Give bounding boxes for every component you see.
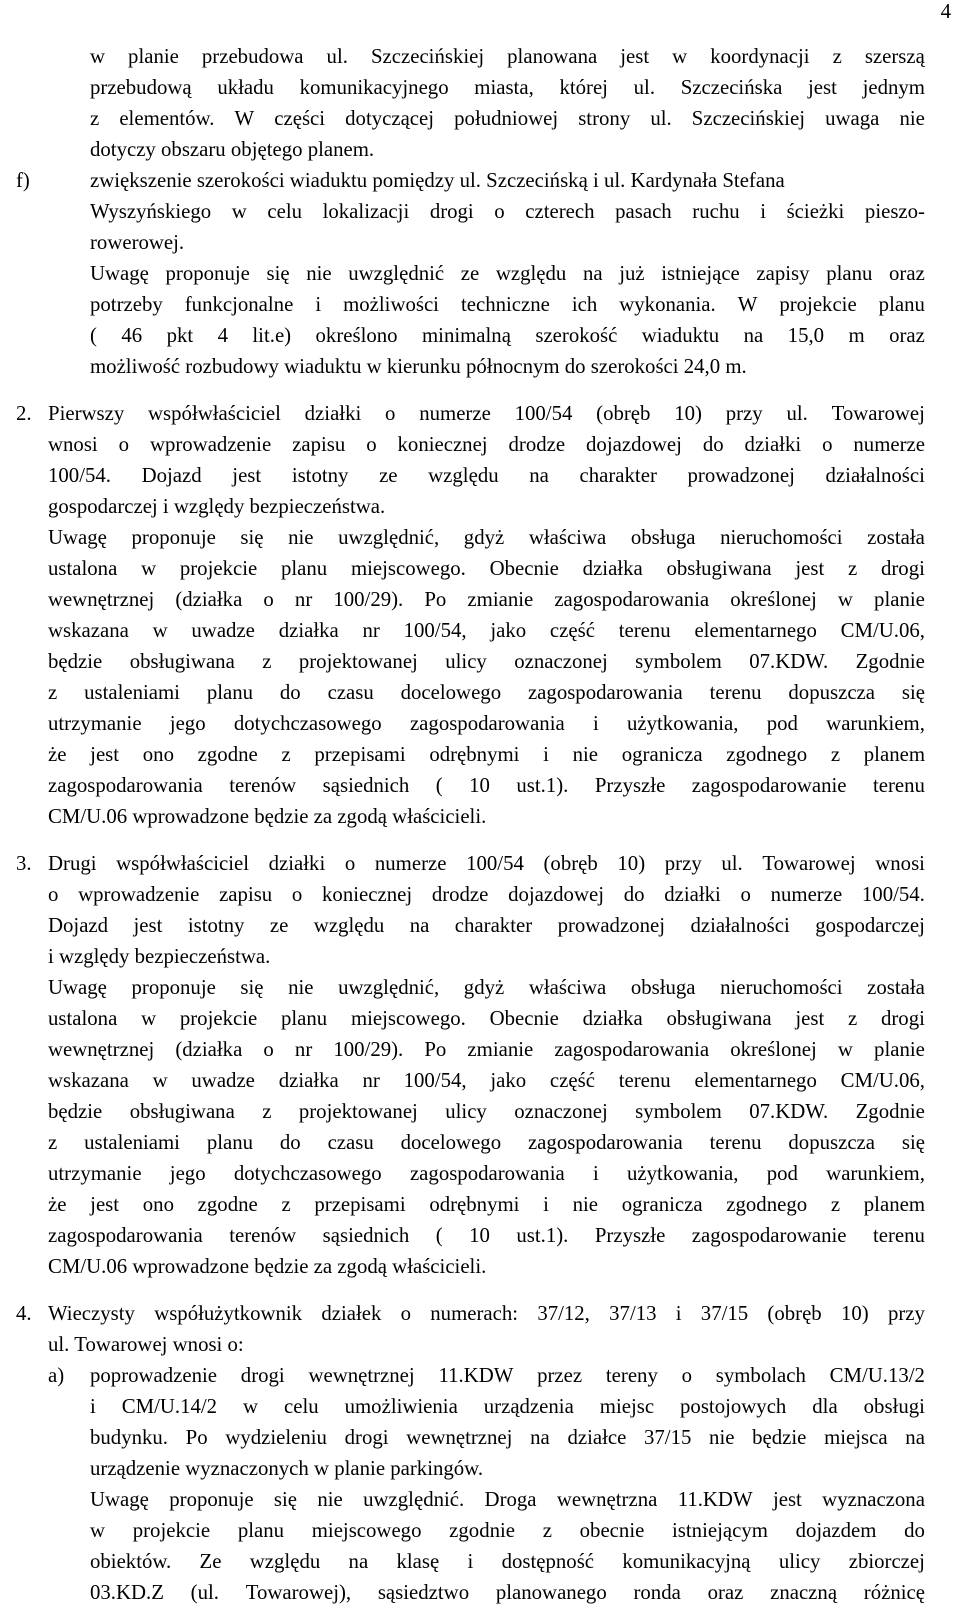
- text-line: wskazana w uwadze działka nr 100/54, jako część terenu elementarnego CM/U.06,: [48, 1069, 925, 1092]
- text-line: Uwagę proponuje się nie uwzględnić ze względu na już istniejące zapisy planu oraz: [90, 262, 925, 285]
- text-line: w projekcie planu miejscowego zgodnie z obecnie istniejącym dojazdem do: [90, 1519, 925, 1542]
- text-line: zagospodarowania terenów sąsiednich ( 10 ust.1). Przyszłe zagospodarowanie terenu: [48, 774, 925, 797]
- text-line: dotyczy obszaru objętego planem.: [90, 138, 375, 161]
- text-line: 3.: [16, 852, 32, 875]
- text-line: wewnętrznej (działka o nr 100/29). Po zmianie zagospodarowania określonej w planie: [48, 588, 925, 611]
- text-line: z ustaleniami planu do czasu docelowego zagospodarowania terenu dopuszcza się: [48, 1131, 925, 1154]
- text-line: ustalona w projekcie planu miejscowego. Obecnie działka obsługiwana jest z drogi: [48, 1007, 925, 1030]
- text-line: Drugi współwłaściciel działki o numerze 100/54 (obręb 10) przy ul. Towarowej wnosi: [48, 852, 925, 875]
- text-line: urządzenie wyznaczonych w planie parkingów.: [90, 1457, 484, 1480]
- text-line: wskazana w uwadze działka nr 100/54, jako część terenu elementarnego CM/U.06,: [48, 619, 925, 642]
- text-line: zwiększenie szerokości wiaduktu pomiędzy ul. Szczecińską i ul. Kardynała Stefana: [90, 169, 785, 192]
- text-line: będzie obsługiwana z projektowanej ulicy oznaczonej symbolem 07.KDW. Zgodnie: [48, 650, 925, 673]
- text-line: Wyszyńskiego w celu lokalizacji drogi o czterech pasach ruchu i ścieżki pieszo-: [90, 200, 925, 223]
- text-line: w planie przebudowa ul. Szczecińskiej planowana jest w koordynacji z szerszą: [90, 45, 925, 68]
- text-line: 100/54. Dojazd jest istotny ze względu na charakter prowadzonej działalności: [48, 464, 925, 487]
- text-line: gospodarczej i względy bezpieczeństwa.: [48, 495, 386, 518]
- text-line: utrzymanie jego dotychczasowego zagospodarowania i użytkowania, pod warunkiem,: [48, 712, 925, 735]
- text-line: CM/U.06 wprowadzone będzie za zgodą właścicieli.: [48, 1255, 487, 1278]
- text-line: utrzymanie jego dotychczasowego zagospodarowania i użytkowania, pod warunkiem,: [48, 1162, 925, 1185]
- page-number: 4: [940, 0, 951, 23]
- text-line: 2.: [16, 402, 32, 425]
- text-line: ustalona w projekcie planu miejscowego. Obecnie działka obsługiwana jest z drogi: [48, 557, 925, 580]
- text-line: z elementów. W części dotyczącej południowej strony ul. Szczecińskiej uwaga nie: [90, 107, 925, 130]
- text-line: wewnętrznej (działka o nr 100/29). Po zmianie zagospodarowania określonej w planie: [48, 1038, 925, 1061]
- text-line: potrzeby funkcjonalne i możliwości techniczne ich wykonania. W projekcie planu: [90, 293, 925, 316]
- text-line: że jest ono zgodne z przepisami odrębnymi i nie ogranicza zgodnego z planem: [48, 743, 925, 766]
- text-line: 4.: [16, 1302, 32, 1325]
- text-line: i względy bezpieczeństwa.: [48, 945, 271, 968]
- text-line: Uwagę proponuje się nie uwzględnić. Droga wewnętrzna 11.KDW jest wyznaczona: [90, 1488, 925, 1511]
- text-line: CM/U.06 wprowadzone będzie za zgodą właścicieli.: [48, 805, 487, 828]
- text-line: Uwagę proponuje się nie uwzględnić, gdyż właściwa obsługa nieruchomości została: [48, 976, 925, 999]
- text-line: ul. Towarowej wnosi o:: [48, 1333, 244, 1356]
- text-line: i CM/U.14/2 w celu umożliwienia urządzenia miejsc postojowych dla obsługi: [90, 1395, 925, 1418]
- text-line: budynku. Po wydzieleniu drogi wewnętrznej na działce 37/15 nie będzie miejsca na: [90, 1426, 925, 1449]
- text-line: będzie obsługiwana z projektowanej ulicy oznaczonej symbolem 07.KDW. Zgodnie: [48, 1100, 925, 1123]
- text-line: przebudową układu komunikacyjnego miasta, której ul. Szczecińska jest jednym: [90, 76, 925, 99]
- text-line: Wieczysty współużytkownik działek o numerach: 37/12, 37/13 i 37/15 (obręb 10) przy: [48, 1302, 925, 1325]
- text-line: Uwagę proponuje się nie uwzględnić, gdyż właściwa obsługa nieruchomości została: [48, 526, 925, 549]
- text-line: rowerowej.: [90, 231, 185, 254]
- text-line: poprowadzenie drogi wewnętrznej 11.KDW przez tereny o symbolach CM/U.13/2: [90, 1364, 925, 1387]
- text-line: 03.KD.Z (ul. Towarowej), sąsiedztwo planowanego ronda oraz znaczną różnicę: [90, 1581, 925, 1604]
- text-line: zagospodarowania terenów sąsiednich ( 10 ust.1). Przyszłe zagospodarowanie terenu: [48, 1224, 925, 1247]
- text-line: f): [16, 169, 30, 192]
- text-line: że jest ono zgodne z przepisami odrębnymi i nie ogranicza zgodnego z planem: [48, 1193, 925, 1216]
- text-line: a): [48, 1364, 65, 1387]
- text-line: ( 46 pkt 4 lit.e) określono minimalną szerokość wiaduktu na 15,0 m oraz: [90, 324, 925, 347]
- text-line: Dojazd jest istotny ze względu na charakter prowadzonej działalności gospodarczej: [48, 914, 925, 937]
- text-line: Pierwszy współwłaściciel działki o numerze 100/54 (obręb 10) przy ul. Towarowej: [48, 402, 925, 425]
- text-line: wnosi o wprowadzenie zapisu o koniecznej drodze dojazdowej do działki o numerze: [48, 433, 925, 456]
- text-line: z ustaleniami planu do czasu docelowego zagospodarowania terenu dopuszcza się: [48, 681, 925, 704]
- text-line: możliwość rozbudowy wiaduktu w kierunku północnym do szerokości 24,0 m.: [90, 355, 747, 378]
- text-line: obiektów. Ze względu na klasę i dostępność komunikacyjną ulicy zbiorczej: [90, 1550, 925, 1573]
- text-line: o wprowadzenie zapisu o koniecznej drodze dojazdowej do działki o numerze 100/54.: [48, 883, 925, 906]
